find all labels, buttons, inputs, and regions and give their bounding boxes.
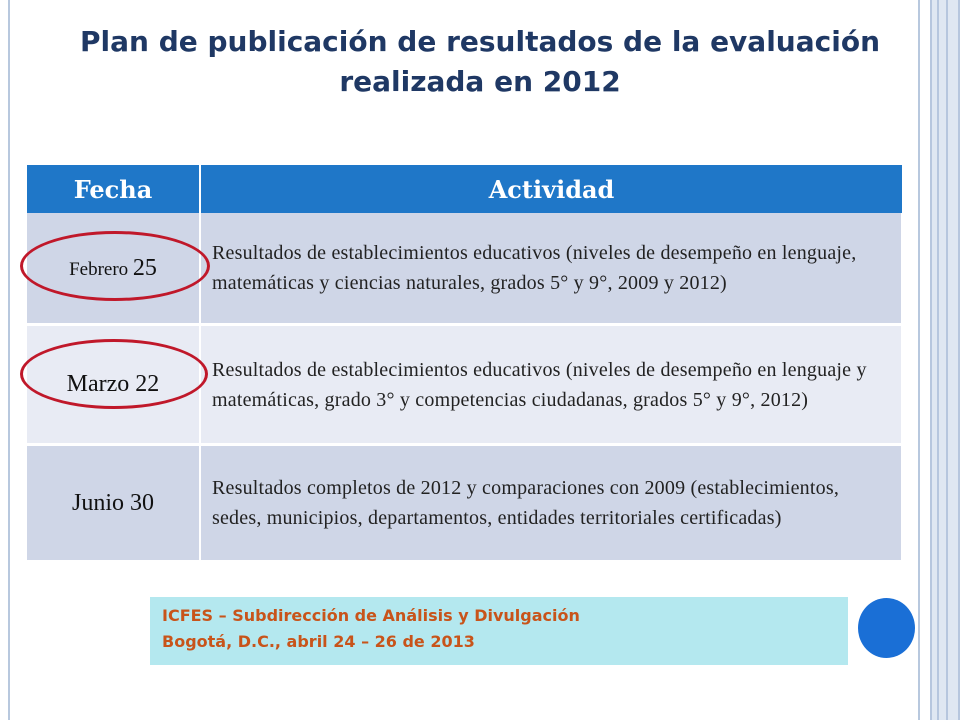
title-line-2: realizada en 2012: [339, 65, 621, 98]
title-line-1: Plan de publicación de resultados de la evaluación: [80, 25, 880, 58]
table-row: [27, 445, 902, 562]
slide-border-right: [918, 0, 920, 720]
row-1-actividad: Resultados de establecimientos educativos (niveles de desempeño en lenguaje, matemáticas y ciencias naturales, grados 5° y 9°, 2009 y 2012): [200, 213, 902, 325]
footer-event-date: Bogotá, D.C., abril 24 – 26 de 2013: [162, 632, 475, 651]
table-row: [27, 325, 902, 445]
decorative-circle: [858, 598, 915, 658]
header-actividad: Actividad: [200, 165, 902, 213]
row-1-fecha-month: Febrero: [69, 258, 133, 280]
row-1-fecha-day: 25: [132, 254, 157, 281]
slide-border-left: [8, 0, 10, 720]
row-3-fecha: Junio 30: [27, 445, 200, 562]
table-header-row: [27, 165, 902, 213]
row-2-fecha: Marzo 22: [27, 325, 200, 445]
footer-organization: ICFES – Subdirección de Análisis y Divulgación: [162, 606, 580, 625]
row-3-actividad: Resultados completos de 2012 y comparaciones con 2009 (establecimientos, sedes, municipios, departamentos, entidades territoriales certificadas): [200, 445, 902, 562]
row-1-fecha: [27, 213, 200, 325]
publication-schedule-table: [27, 165, 903, 563]
table-row: [27, 213, 902, 325]
footer-banner: [150, 597, 848, 665]
header-fecha: Fecha: [27, 165, 200, 213]
slide-border-band: [930, 0, 960, 720]
row-2-actividad: Resultados de establecimientos educativos (niveles de desempeño en lenguaje y matemáticas, grado 3° y competencias ciudadanas, grados 5° y 9°, 2012): [200, 325, 902, 445]
page-title: [40, 22, 920, 102]
